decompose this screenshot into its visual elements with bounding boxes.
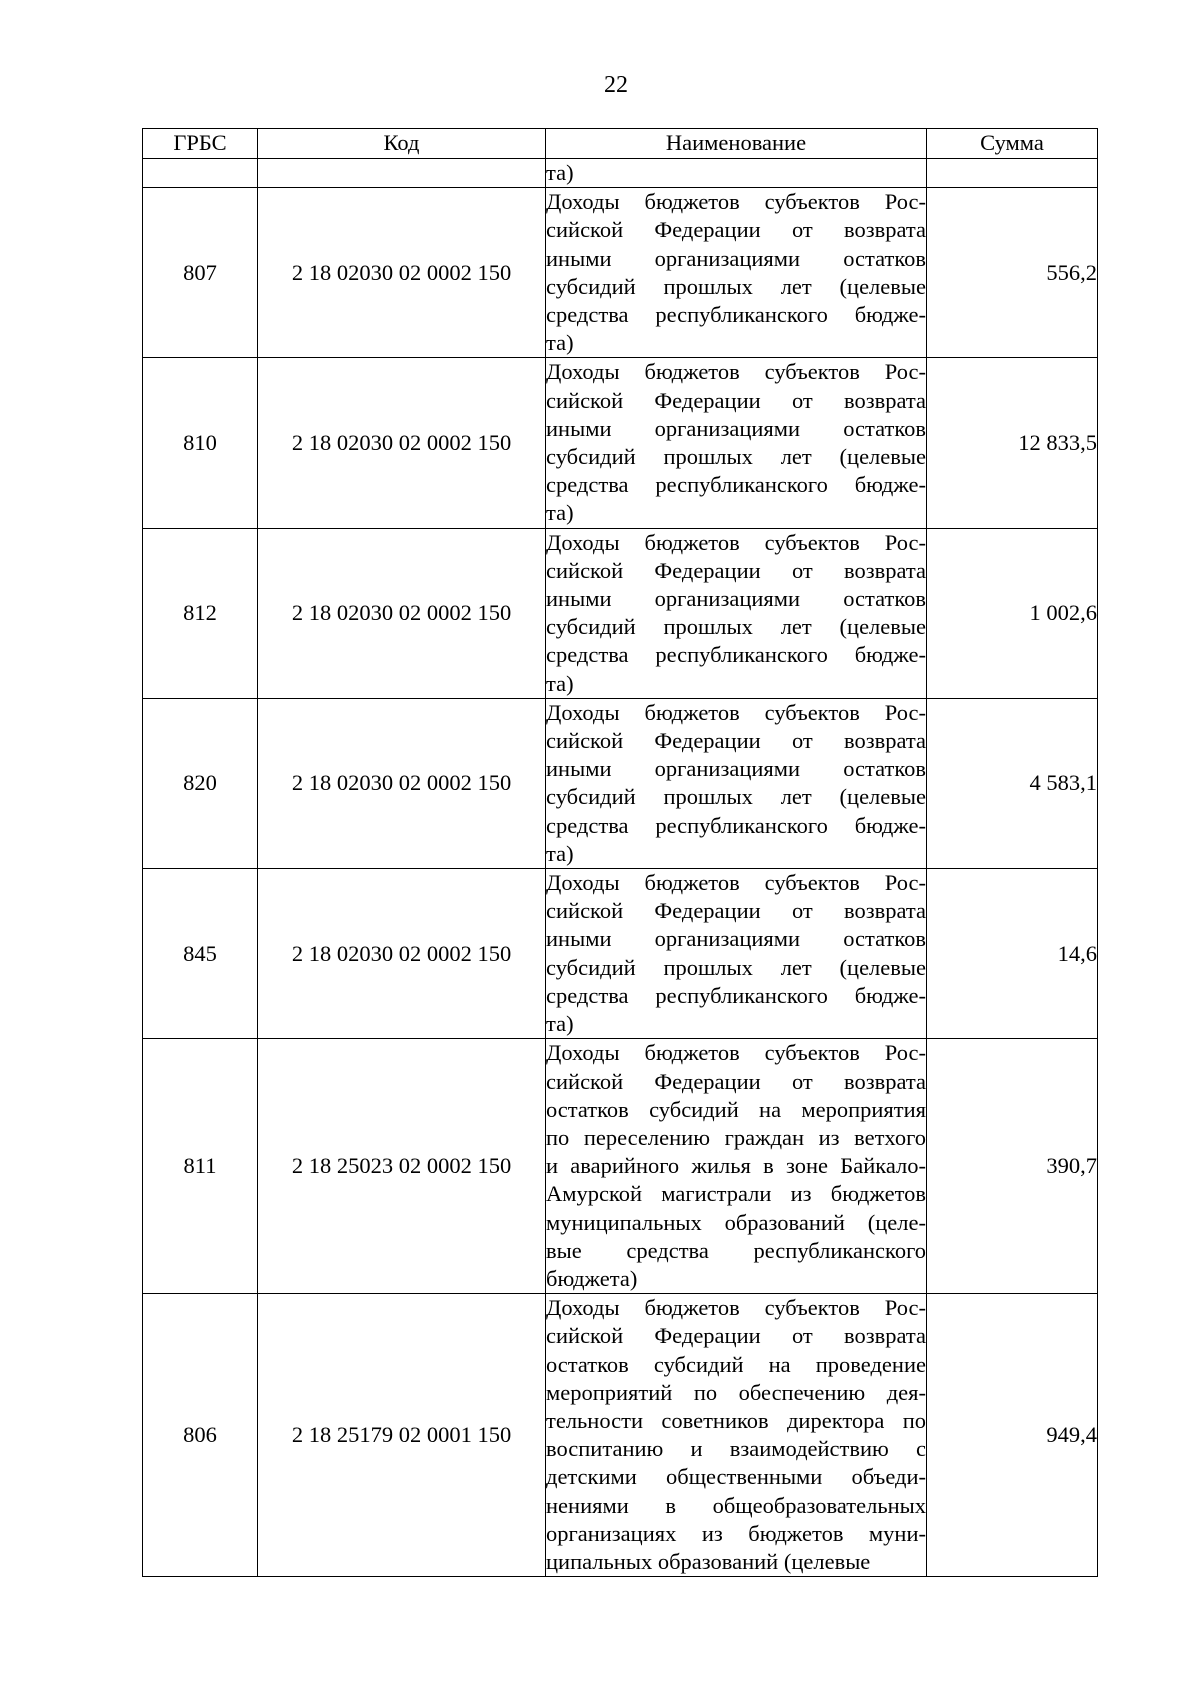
name-line: остатков субсидий на мероприятия: [546, 1096, 926, 1122]
name-line: та): [546, 1011, 574, 1037]
cell-code: [258, 159, 546, 188]
cell-sum: 556,2: [927, 188, 1098, 358]
cell-code: 2 18 02030 02 0002 150: [258, 869, 546, 1039]
cell-name: [546, 1039, 927, 1294]
budget-table: [142, 128, 1098, 1577]
name-line: средства республиканского бюдже-: [546, 302, 926, 328]
name-line: детскими общественными объеди-: [546, 1464, 926, 1490]
name-line: субсидий прошлых лет (целевые: [546, 614, 926, 640]
cell-sum: 12 833,5: [927, 358, 1098, 528]
name-line: Доходы бюджетов субъектов Рос-: [546, 359, 926, 385]
name-line: та): [546, 840, 574, 866]
name-line: средства республиканского бюдже-: [546, 642, 926, 668]
cell-grbs: 811: [143, 1039, 258, 1294]
name-line: Доходы бюджетов субъектов Рос-: [546, 699, 926, 725]
name-line: нениями в общеобразовательных: [546, 1492, 926, 1518]
name-line: та): [546, 160, 574, 185]
cell-name: [546, 869, 927, 1039]
cell-name: [546, 528, 927, 698]
cell-name: [546, 698, 927, 868]
header-name: Наименование: [546, 129, 927, 159]
name-line: та): [546, 330, 574, 356]
cell-sum: 14,6: [927, 869, 1098, 1039]
name-line: сийской Федерации от возврата: [546, 1068, 926, 1094]
cell-sum: 4 583,1: [927, 698, 1098, 868]
name-line: по переселению граждан из ветхого: [546, 1124, 926, 1150]
header-row: [143, 129, 1098, 159]
cell-code: 2 18 02030 02 0002 150: [258, 698, 546, 868]
name-line: сийской Федерации от возврата: [546, 1323, 926, 1349]
cell-name: [546, 188, 927, 358]
cell-grbs: 810: [143, 358, 258, 528]
name-line: сийской Федерации от возврата: [546, 728, 926, 754]
name-line: сийской Федерации от возврата: [546, 217, 926, 243]
name-line: ципальных образований (целевые: [546, 1548, 871, 1574]
name-line: Доходы бюджетов субъектов Рос-: [546, 1295, 926, 1321]
name-line: вые средства республиканского: [546, 1237, 926, 1263]
cell-code: 2 18 02030 02 0002 150: [258, 188, 546, 358]
cell-code: 2 18 02030 02 0002 150: [258, 358, 546, 528]
name-line: организациях из бюджетов муни-: [546, 1520, 926, 1546]
name-line: иными организациями остатков: [546, 415, 926, 441]
cell-sum: [927, 159, 1098, 188]
name-line: Доходы бюджетов субъектов Рос-: [546, 1040, 926, 1066]
cell-grbs: 820: [143, 698, 258, 868]
cell-code: 2 18 25023 02 0002 150: [258, 1039, 546, 1294]
name-line: мероприятий по обеспечению дея-: [546, 1379, 926, 1405]
name-line: остатков субсидий на проведение: [546, 1351, 926, 1377]
table-row: [143, 1039, 1098, 1294]
cell-name: [546, 1294, 927, 1577]
table-row: [143, 358, 1098, 528]
table-row: [143, 1294, 1098, 1577]
name-line: сийской Федерации от возврата: [546, 387, 926, 413]
cell-grbs: 845: [143, 869, 258, 1039]
continuation-row: [143, 159, 1098, 188]
name-line: средства республиканского бюдже-: [546, 982, 926, 1008]
name-line: и аварийного жилья в зоне Байкало-: [546, 1153, 926, 1179]
name-line: иными организациями остатков: [546, 926, 926, 952]
name-line: та): [546, 670, 574, 696]
name-line: средства республиканского бюдже-: [546, 812, 926, 838]
name-line: иными организациями остатков: [546, 245, 926, 271]
name-line: иными организациями остатков: [546, 756, 926, 782]
table-header: [143, 129, 1098, 159]
name-line: субсидий прошлых лет (целевые: [546, 784, 926, 810]
cell-name: [546, 159, 927, 188]
header-code: Код: [258, 129, 546, 159]
cell-code: 2 18 02030 02 0002 150: [258, 528, 546, 698]
header-sum: Сумма: [927, 129, 1098, 159]
name-line: иными организациями остатков: [546, 586, 926, 612]
header-grbs: ГРБС: [143, 129, 258, 159]
cell-grbs: 806: [143, 1294, 258, 1577]
name-line: субсидий прошлых лет (целевые: [546, 954, 926, 980]
name-line: Доходы бюджетов субъектов Рос-: [546, 529, 926, 555]
table-row: [143, 188, 1098, 358]
name-line: тельности советников директора по: [546, 1407, 926, 1433]
name-line: сийской Федерации от возврата: [546, 557, 926, 583]
cell-grbs: [143, 159, 258, 188]
cell-sum: 949,4: [927, 1294, 1098, 1577]
cell-name: [546, 358, 927, 528]
cell-grbs: 807: [143, 188, 258, 358]
name-line: Доходы бюджетов субъектов Рос-: [546, 189, 926, 215]
table-row: [143, 698, 1098, 868]
cell-grbs: 812: [143, 528, 258, 698]
name-line: субсидий прошлых лет (целевые: [546, 444, 926, 470]
name-line: муниципальных образований (целе-: [546, 1209, 926, 1235]
cell-code: 2 18 25179 02 0001 150: [258, 1294, 546, 1577]
name-line: воспитанию и взаимодействию с: [546, 1436, 926, 1462]
cell-sum: 390,7: [927, 1039, 1098, 1294]
cell-sum: 1 002,6: [927, 528, 1098, 698]
name-line: Доходы бюджетов субъектов Рос-: [546, 870, 926, 896]
name-line: сийской Федерации от возврата: [546, 898, 926, 924]
name-line: бюджета): [546, 1265, 638, 1291]
name-line: та): [546, 500, 574, 526]
name-line: субсидий прошлых лет (целевые: [546, 273, 926, 299]
name-line: средства республиканского бюдже-: [546, 472, 926, 498]
page-number: 22: [604, 72, 628, 98]
name-line: Амурской магистрали из бюджетов: [546, 1181, 926, 1207]
table-row: [143, 869, 1098, 1039]
table-row: [143, 528, 1098, 698]
table-body: [143, 159, 1098, 1577]
